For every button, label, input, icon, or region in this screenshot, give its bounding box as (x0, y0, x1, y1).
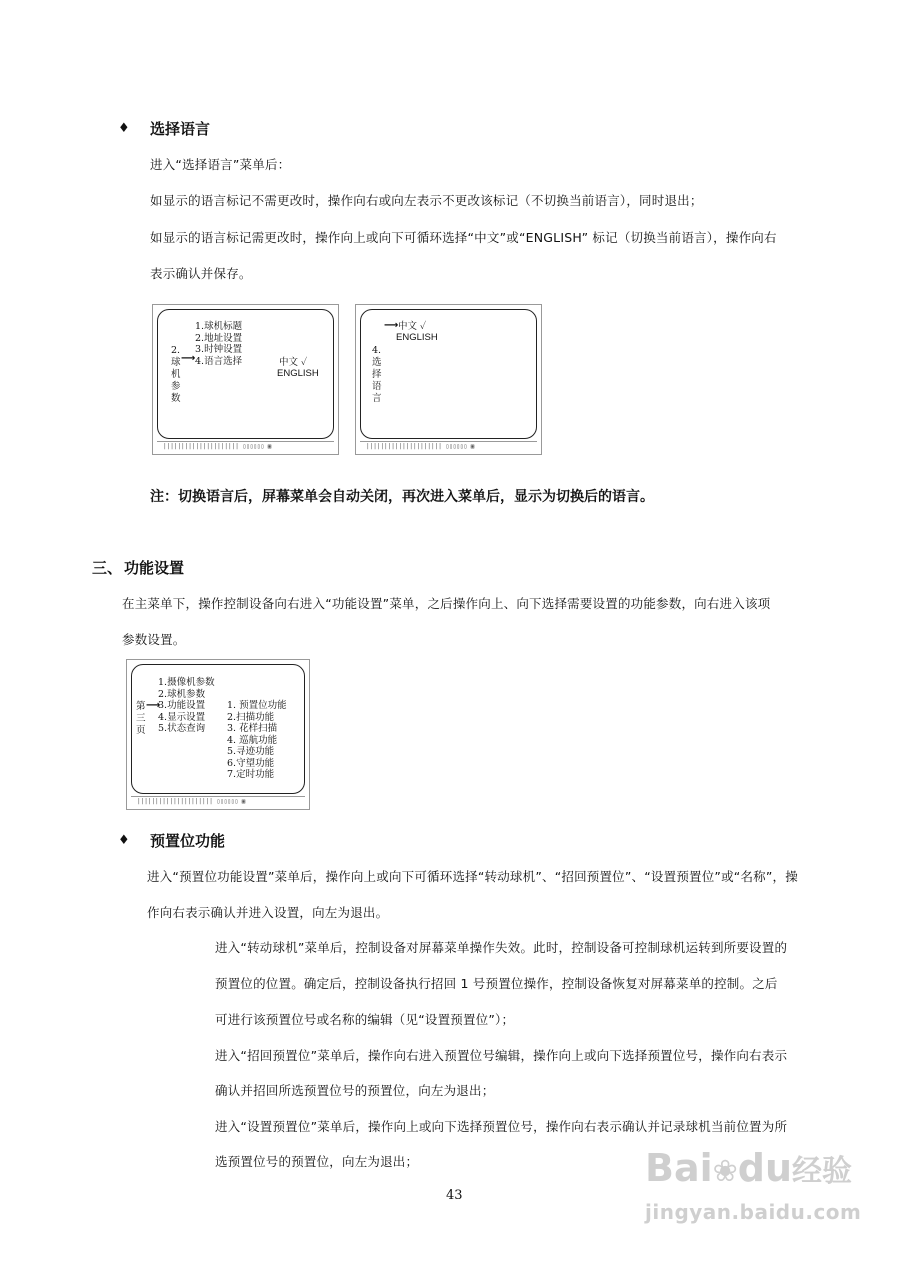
paragraph-line: 如显示的语言标记不需更改时，操作向右或向左表示不更改该标记（不切换当前语言），同时退出； (150, 193, 703, 208)
screen-status-bar: ||||||||||||||||||||| ▯▯▯▯▯▯ ▣ (137, 798, 246, 805)
paragraph-line: 确认并招回所选预置位号的预置位，向左为退出； (215, 1083, 495, 1098)
screen-side-label: 4.选择语言 (372, 345, 382, 404)
language-option-en: ENGLISH (277, 368, 319, 379)
language-cn-label: 中文 (398, 321, 418, 332)
menu-list (195, 321, 242, 367)
menu-item: 1. 预置位功能 (227, 700, 287, 711)
osd-screen-ball-params (152, 304, 339, 455)
menu-item: 2.地址设置 (195, 332, 243, 344)
arrow-right-icon: ⟶ (384, 320, 399, 331)
language-option-cn (279, 357, 307, 369)
note-text: 注：切换语言后，屏幕菜单会自动关闭，再次进入菜单后，显示为切换后的语言。 (150, 489, 654, 505)
screen-status-bar: ||||||||||||||||||||| ▯▯▯▯▯▯ ▣ (366, 443, 475, 450)
menu-item: 3. 花样扫描 (227, 723, 278, 734)
paragraph-line: 预置位的位置。确定后，控制设备执行招回 1 号预置位操作，控制设备恢复对屏幕菜单的控制。之后 (215, 976, 778, 991)
sub-menu-list (227, 700, 287, 781)
check-mark-icon: ✓ (301, 357, 308, 368)
menu-item: 3.时钟设置 (195, 344, 243, 355)
menu-item: 2.球机参数 (158, 688, 206, 700)
baidu-jingyan-watermark (645, 1146, 861, 1224)
menu-item: 6.守望功能 (227, 757, 275, 769)
paragraph-line: 进入“选择语言”菜单后： (150, 157, 291, 172)
section-number: 三、 (92, 559, 123, 577)
language-option-cn (398, 321, 426, 333)
osd-screen-function-settings (126, 659, 310, 810)
language-cn-label: 中文 (279, 357, 299, 368)
menu-item: 2.扫描功能 (227, 711, 275, 723)
page-number: 43 (446, 1188, 463, 1203)
arrow-right-icon: ⟶ (181, 353, 196, 364)
check-mark-icon: ✓ (420, 321, 427, 332)
screen-side-label: 2.球机参数 (171, 345, 181, 404)
section-title-function: 功能设置 (124, 559, 185, 577)
watermark-brand: Bai (645, 1146, 713, 1190)
paragraph-line: 进入“设置预置位”菜单后，操作向上或向下选择预置位号，操作向右表示确认并记录球机当前位置为所 (215, 1119, 788, 1134)
section-title-language: 选择语言 (150, 120, 211, 138)
paragraph-line: 作向右表示确认并进入设置，向左为退出。 (147, 905, 389, 920)
menu-item: 1.摄像机参数 (158, 677, 215, 688)
main-menu-list (158, 677, 215, 735)
watermark-url: jingyan.baidu.com (645, 1200, 862, 1224)
paragraph-line: 进入“预置位功能设置”菜单后，操作向上或向下可循环选择“转动球机”、“招回预置位”、“设置预置位”或“名称”，操 (147, 869, 798, 884)
paragraph-line: 进入“转动球机”菜单后，控制设备对屏幕菜单操作失效。此时，控制设备可控制球机运转到所要设置的 (215, 940, 788, 955)
menu-item: 4.语言选择 (195, 355, 243, 367)
paragraph-line: 进入“招回预置位”菜单后，操作向右进入预置位号编辑，操作向上或向下选择预置位号，操作向右表示 (215, 1048, 788, 1063)
paw-icon: ❀ (712, 1154, 738, 1189)
bullet-diamond-icon: ♦ (118, 121, 130, 136)
menu-item: 4. 巡航功能 (227, 734, 278, 746)
menu-item: 3.功能设置 (158, 700, 206, 711)
bullet-diamond-icon: ♦ (118, 833, 130, 848)
menu-item: 4.显示设置 (158, 711, 206, 723)
paragraph-line: 如显示的语言标记需更改时，操作向上或向下可循环选择“中文”或“ENGLISH” 标记（切换当前语言），操作向右 (150, 230, 777, 245)
menu-item: 1.球机标题 (195, 321, 243, 332)
watermark-cn: 经验 (792, 1154, 853, 1189)
section-title-preset: 预置位功能 (150, 832, 226, 850)
menu-item: 7.定时功能 (227, 769, 275, 780)
language-option-en: ENGLISH (396, 332, 438, 343)
screen-side-label: 第三页 (136, 701, 146, 736)
osd-screen-select-language (355, 304, 542, 455)
paragraph-line: 在主菜单下，操作控制设备向右进入“功能设置”菜单，之后操作向上、向下选择需要设置的功能参数，向右进入该项 (122, 596, 771, 611)
menu-item: 5.寻迹功能 (227, 746, 275, 757)
paragraph-line: 可进行该预置位号或名称的编辑（见“设置预置位”）； (215, 1012, 515, 1027)
paragraph-line: 选预置位号的预置位，向左为退出； (215, 1154, 419, 1169)
paragraph-line: 参数设置。 (122, 632, 186, 647)
arrow-right-icon: ⟶ (146, 700, 161, 711)
menu-item: 5.状态查询 (158, 723, 206, 734)
paragraph-line: 表示确认并保存。 (150, 266, 252, 281)
watermark-brand2: du (737, 1146, 793, 1190)
screen-status-bar: ||||||||||||||||||||| ▯▯▯▯▯▯ ▣ (163, 443, 272, 450)
